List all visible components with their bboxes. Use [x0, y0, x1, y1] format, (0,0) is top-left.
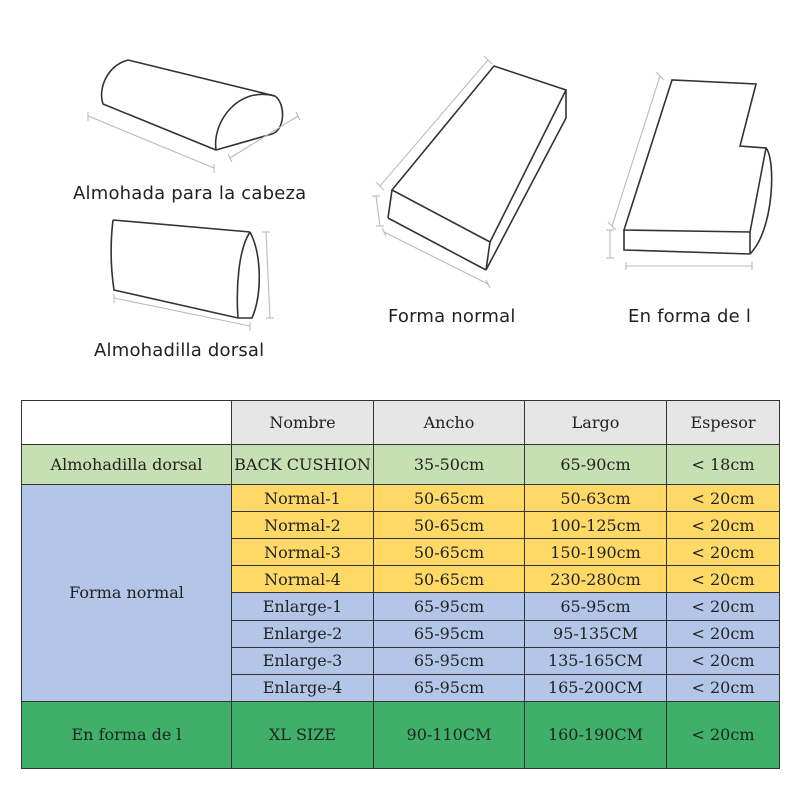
cell-nombre: Normal-1 [232, 485, 374, 512]
caption-l-shape: En forma de l [628, 306, 752, 327]
cell-largo: 150-190cm [525, 539, 667, 566]
table-row-xl [22, 701, 780, 768]
header-largo: Largo [525, 401, 667, 445]
cell-espesor: < 20cm [667, 485, 780, 512]
cell-largo: 160-190CM [525, 701, 667, 768]
caption-back-cushion: Almohadilla dorsal [94, 340, 265, 361]
cell-nombre: Normal-2 [232, 512, 374, 539]
header-nombre: Nombre [232, 401, 374, 445]
cell-nombre: BACK CUSHION [232, 445, 374, 485]
cell-ancho: 65-95cm [374, 620, 525, 647]
cell-largo: 65-90cm [525, 445, 667, 485]
size-spec-table [21, 400, 780, 769]
cell-largo: 65-95cm [525, 593, 667, 620]
cell-ancho: 65-95cm [374, 647, 525, 674]
cell-espesor: < 20cm [667, 701, 780, 768]
cell-largo: 95-135CM [525, 620, 667, 647]
cell-nombre: Normal-4 [232, 566, 374, 593]
caption-head-pillow: Almohada para la cabeza [73, 183, 307, 204]
cell-largo: 135-165CM [525, 647, 667, 674]
group-cell-almohadilla-dorsal: Almohadilla dorsal [22, 445, 232, 485]
cell-nombre: XL SIZE [232, 701, 374, 768]
head-pillow-drawing [88, 60, 300, 173]
table-header-row [22, 401, 780, 445]
cell-nombre: Normal-3 [232, 539, 374, 566]
cell-nombre: Enlarge-1 [232, 593, 374, 620]
header-ancho: Ancho [374, 401, 525, 445]
group-cell-forma-normal: Forma normal [22, 485, 232, 702]
normal-shape-drawing [372, 56, 566, 288]
cell-nombre: Enlarge-4 [232, 674, 374, 701]
cell-espesor: < 20cm [667, 593, 780, 620]
cell-ancho: 50-65cm [374, 566, 525, 593]
cell-ancho: 35-50cm [374, 445, 525, 485]
cell-nombre: Enlarge-3 [232, 647, 374, 674]
table-row [22, 485, 780, 512]
cell-largo: 50-63cm [525, 485, 667, 512]
caption-normal-shape: Forma normal [388, 306, 516, 327]
cell-espesor: < 20cm [667, 566, 780, 593]
cell-ancho: 50-65cm [374, 512, 525, 539]
cell-espesor: < 20cm [667, 512, 780, 539]
cell-largo: 230-280cm [525, 566, 667, 593]
table-row-back-cushion [22, 445, 780, 485]
cell-ancho: 65-95cm [374, 674, 525, 701]
cell-espesor: < 18cm [667, 445, 780, 485]
cell-largo: 165-200CM [525, 674, 667, 701]
back-cushion-drawing [111, 220, 274, 331]
header-espesor: Espesor [667, 401, 780, 445]
header-blank-cell [22, 401, 232, 445]
cell-ancho: 50-65cm [374, 485, 525, 512]
cell-espesor: < 20cm [667, 539, 780, 566]
cell-nombre: Enlarge-2 [232, 620, 374, 647]
cell-largo: 100-125cm [525, 512, 667, 539]
cell-ancho: 50-65cm [374, 539, 525, 566]
cell-espesor: < 20cm [667, 674, 780, 701]
cell-ancho: 65-95cm [374, 593, 525, 620]
cell-espesor: < 20cm [667, 620, 780, 647]
cell-espesor: < 20cm [667, 647, 780, 674]
cell-ancho: 90-110CM [374, 701, 525, 768]
group-cell-en-forma-de-l: En forma de l [22, 701, 232, 768]
l-shape-drawing [606, 72, 772, 270]
